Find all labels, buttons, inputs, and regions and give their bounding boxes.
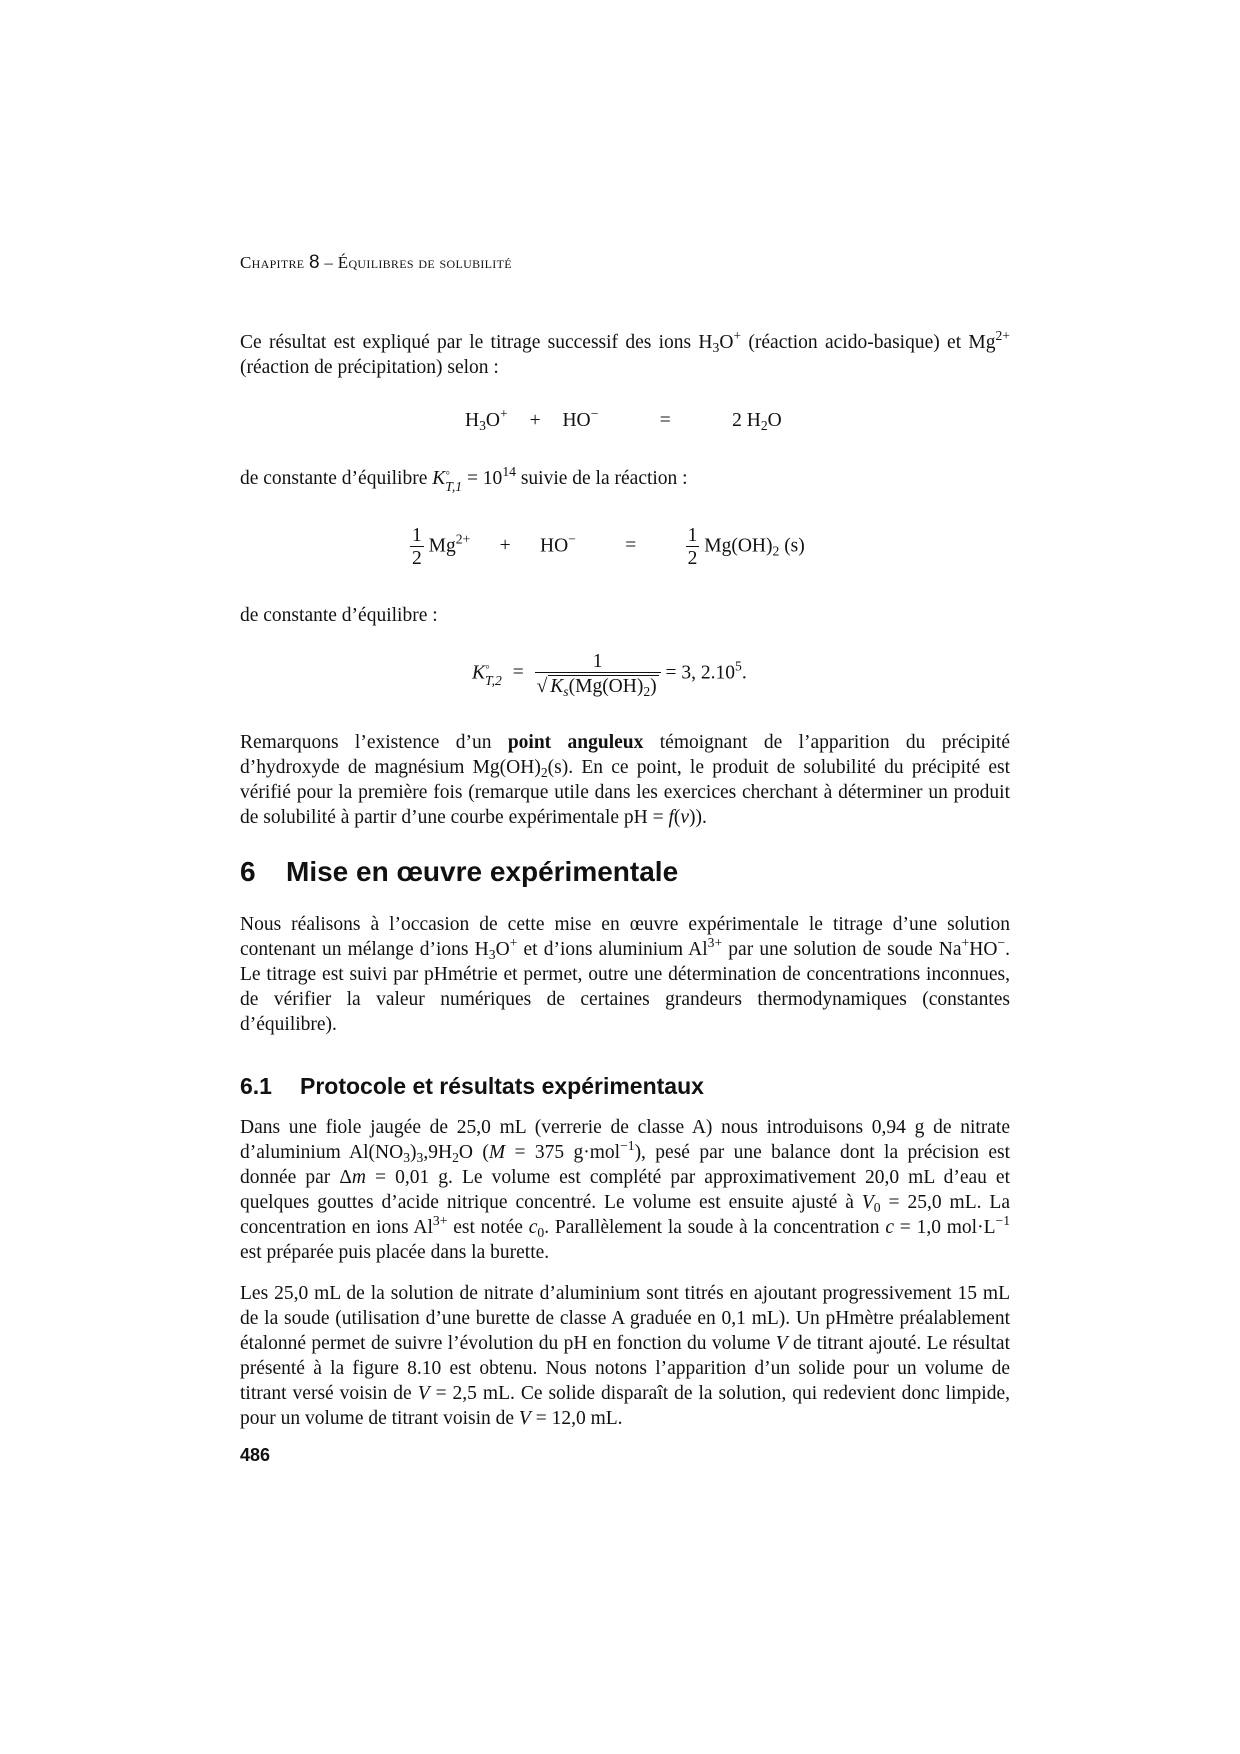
running-head-separator: – (324, 253, 334, 272)
equation-acid-base: $H_3O^+ + HO^- = 2$ $H_2O$ (465, 405, 782, 434)
paragraph-titrage-intro: Ce résultat est expliqué par le titrage successif des ions $H_3O^+$ (réaction acido-basique) et $Mg^{2+}$ (réaction de précipitation) selon : (240, 327, 1010, 378)
chapter-title: Équilibres de solubilité (337, 253, 512, 272)
equation-k2: K ◦ T,2 = $\frac{1}{√ K_s(Mg(OH)_2)}$ = 3, 2.10$^5$. (472, 651, 747, 699)
chapter-word: Chapitre (240, 253, 305, 272)
page (240, 0, 1010, 1754)
paragraph-point-anguleux: Remarquons l’existence d’un point anguleux témoignant de l’apparition du précipité d’hydroxyde de magnésium $Mg(OH)_2(s)$. En ce point, le produit de solubilité du précipité est vérifié pour la première fois (remarque utile dans les exercices cherchant à déterminer un produit de solubilité à partir d’une courbe expérimentale pH = f(v)). (240, 732, 1010, 828)
paragraph-constant-k1: de constante d’équilibre K ◦ T,1 = $10^{14}$ suivie de la réaction : (240, 463, 688, 494)
section-heading-6-1: 6.1 Protocole et résultats expérimentaux (240, 1073, 704, 1099)
chapter-number: 8 (308, 252, 320, 273)
paragraph-resultats: Les 25,0 mL de la solution de nitrate d’aluminium sont titrés en ajoutant progressivement 15 mL de la soude (utilisation d’une burette de classe A graduée en 0,1 mL). Un pHmètre préalablement étalonné permet de suivre l’évolution du pH en fonction du volume V de titrant ajouté. Le résultat présenté à la figure 8.10 est obtenu. Nous notons l’apparition d’un solide pour un volume de titrant versé voisin de V = 2,5 mL. Ce solide disparaît de la solution, qui redevient donc limpide, pour un volume de titrant voisin de V = 12,0 mL. (240, 1283, 1010, 1429)
section-heading-6: 6 Mise en œuvre expérimentale (240, 856, 679, 887)
equation-precipitation: $\frac{1}{2}$ $Mg^{2+} + HO^-$ = $\frac{1}{2}$ $Mg(OH)_2$ (s) (412, 525, 805, 569)
page-number: 486 (240, 1445, 271, 1465)
paragraph-constant-label: de constante d’équilibre : (240, 605, 438, 626)
paragraph-protocole: Dans une fiole jaugée de 25,0 mL (verrerie de classe A) nous introduisons 0,94 g de nitrate d’aluminium $Al(NO_3)_3,9H_2O$ (M = 375 g·mol$^{-1}$), pesé par une balance dont la précision est donnée par Δm = 0,01 g. Le volume est complété par approximativement 20,0 mL d’eau et quelques gouttes d’acide nitrique concentré. Le volume est ensuite ajusté à $V_0 = 25,0$ mL. La concentration en ions $Al^{3+}$ est notée $c_0$. Parallèlement la soude à la concentration c = 1,0 $mol\cdot L^{-1}$ est préparée puis placée dans la burette. (240, 1117, 1011, 1263)
paragraph-mise-en-oeuvre: Nous réalisons à l’occasion de cette mise en œuvre expérimentale le titrage d’une solution contenant un mélange d’ions $H_3O^+$ et d’ions aluminium $Al^{3+}$ par une solution de soude Na+HO−. Le titrage est suivi par pHmétrie et permet, outre une détermination de concentrations inconnues, de vérifier la valeur numériques de certaines grandeurs thermodynamiques (constantes d’équilibre). (240, 914, 1010, 1035)
fraction-half-2: $\frac{1}{2}$ (687, 525, 698, 569)
fraction-k2: $\frac{1}{√ K_s(Mg(OH)_2)}$ (535, 652, 661, 696)
fraction-half: $\frac{1}{2}$ (412, 525, 422, 569)
running-head (240, 252, 512, 274)
